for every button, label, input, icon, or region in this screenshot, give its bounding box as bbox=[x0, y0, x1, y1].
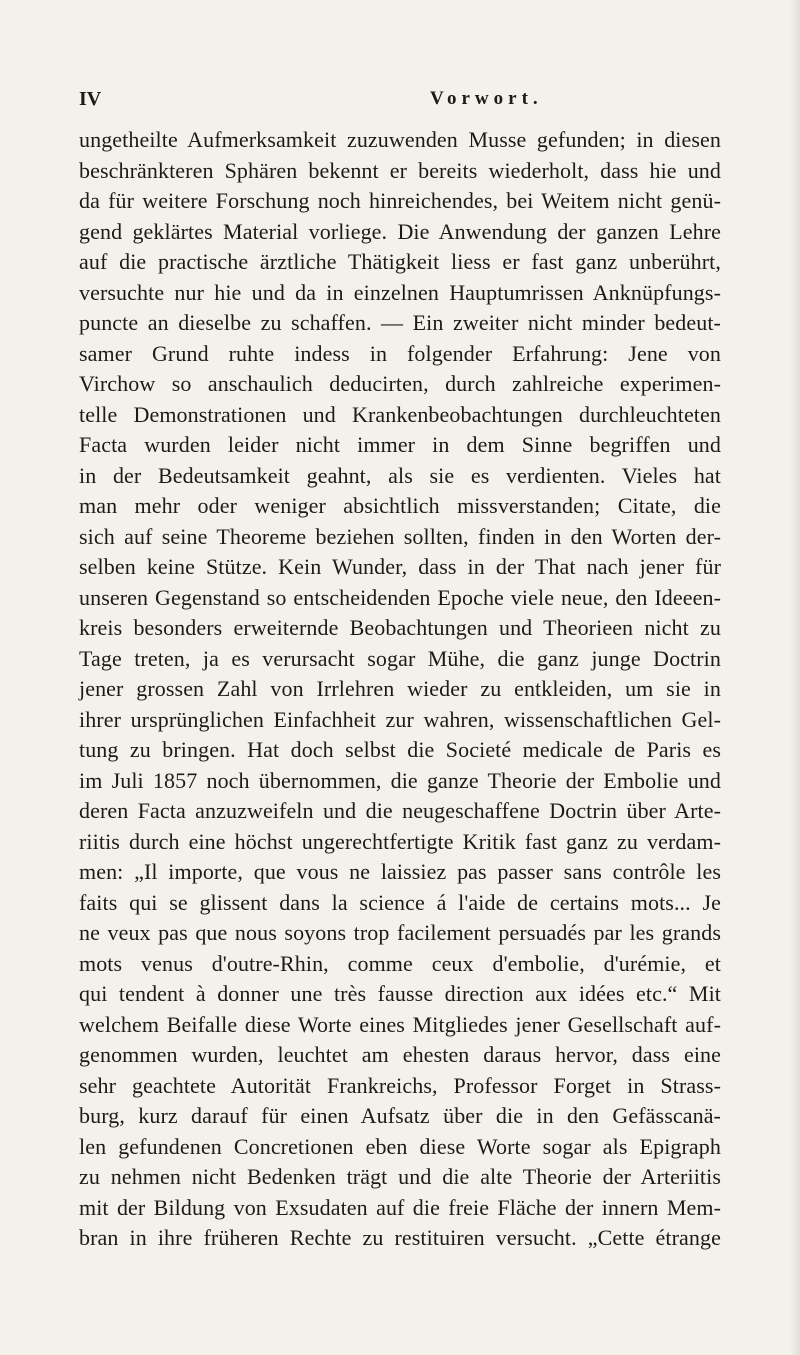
text-line: man mehr oder weniger absichtlich missverstanden; Citate, die bbox=[79, 493, 721, 518]
text-line: mots venus d'outre-Rhin, comme ceux d'embolie, d'urémie, et bbox=[79, 950, 721, 976]
text-line: puncte an dieselbe zu schaffen. — Ein zweiter nicht minder bedeut- bbox=[79, 310, 721, 335]
text-line: welchem Beifalle diese Worte eines Mitgliedes jener Gesellschaft auf- bbox=[79, 1011, 721, 1037]
text-line: genommen wurden, leuchtet am ehesten daraus hervor, dass eine bbox=[79, 1042, 721, 1067]
text-line: deren Facta anzuzweifeln und die neugeschaffene Doctrin über Arte- bbox=[79, 798, 721, 823]
text-line: Tage treten, ja es verursacht sogar Mühe, die ganz junge Doctrin bbox=[79, 645, 721, 671]
text-line: qui tendent à donner une très fausse direction aux idées etc.“ Mit bbox=[79, 981, 721, 1006]
text-line: kreis besonders erweiternde Beobachtungen und Theorieen nicht zu bbox=[79, 615, 721, 640]
text-line: im Juli 1857 noch übernommen, die ganze Theorie der Embolie und bbox=[79, 767, 721, 793]
text-line: beschränkteren Sphären bekennt er bereits wiederholt, dass hie und bbox=[79, 157, 721, 183]
body-text bbox=[79, 125, 721, 1254]
text-line: tung zu bringen. Hat doch selbst die Societé medicale de Paris es bbox=[79, 737, 721, 762]
text-line: gend geklärtes Material vorliege. Die Anwendung der ganzen Lehre bbox=[79, 218, 721, 244]
text-line: bran in ihre früheren Rechte zu restituiren versucht. „Cette étrange bbox=[79, 1225, 721, 1250]
text-line: len gefundenen Concretionen eben diese Worte sogar als Epigraph bbox=[79, 1133, 721, 1159]
text-line: ungetheilte Aufmerksamkeit zuzuwenden Musse gefunden; in diesen bbox=[79, 127, 721, 152]
page-edge-shadow bbox=[790, 0, 800, 1355]
page-header bbox=[79, 86, 719, 112]
text-line: men: „Il importe, que vous ne laissiez pas passer sans contrôle les bbox=[79, 859, 721, 884]
text-line: unseren Gegenstand so entscheidenden Epoche viele neue, den Ideeen- bbox=[79, 584, 721, 610]
text-line: ihrer ursprünglichen Einfachheit zur wahren, wissenschaftlichen Gel- bbox=[79, 706, 721, 732]
text-line: in der Bedeutsamkeit geahnt, als sie es verdienten. Vieles hat bbox=[79, 462, 721, 488]
text-line: ne veux pas que nous soyons trop facilement persuadés par les grands bbox=[79, 920, 721, 945]
text-line: jener grossen Zahl von Irrlehren wieder zu entkleiden, um sie in bbox=[79, 676, 721, 701]
text-line: burg, kurz darauf für einen Aufsatz über die in den Gefässcanä- bbox=[79, 1103, 721, 1128]
text-line: auf die practische ärztliche Thätigkeit liess er fast ganz unberührt, bbox=[79, 249, 721, 274]
text-line: samer Grund ruhte indess in folgender Erfahrung: Jene von bbox=[79, 340, 721, 366]
text-line: Facta wurden leider nicht immer in dem Sinne begriffen und bbox=[79, 432, 721, 457]
text-line: mit der Bildung von Exsudaten auf die freie Fläche der innern Mem- bbox=[79, 1194, 721, 1220]
text-line: versuchte nur hie und da in einzelnen Hauptumrissen Anknüpfungs- bbox=[79, 279, 721, 305]
text-line: zu nehmen nicht Bedenken trägt und die alte Theorie der Arteriitis bbox=[79, 1164, 721, 1189]
page-number: IV bbox=[79, 88, 102, 110]
text-line: riitis durch eine höchst ungerechtfertigte Kritik fast ganz zu verdam- bbox=[79, 828, 721, 854]
text-line: telle Demonstrationen und Krankenbeobachtungen durchleuchteten bbox=[79, 401, 721, 427]
text-line: faits qui se glissent dans la science á l'aide de certains mots... Je bbox=[79, 889, 721, 915]
text-line: selben keine Stütze. Kein Wunder, dass in der That nach jener für bbox=[79, 554, 721, 579]
text-line: sich auf seine Theoreme beziehen sollten, finden in den Worten der- bbox=[79, 523, 721, 549]
text-line: da für weitere Forschung noch hinreichendes, bei Weitem nicht genü- bbox=[79, 188, 721, 213]
text-line: Virchow so anschaulich deducirten, durch zahlreiche experimen- bbox=[79, 371, 721, 396]
text-line: sehr geachtete Autorität Frankreichs, Professor Forget in Strass- bbox=[79, 1072, 721, 1098]
running-title: Vorwort. bbox=[430, 88, 543, 109]
